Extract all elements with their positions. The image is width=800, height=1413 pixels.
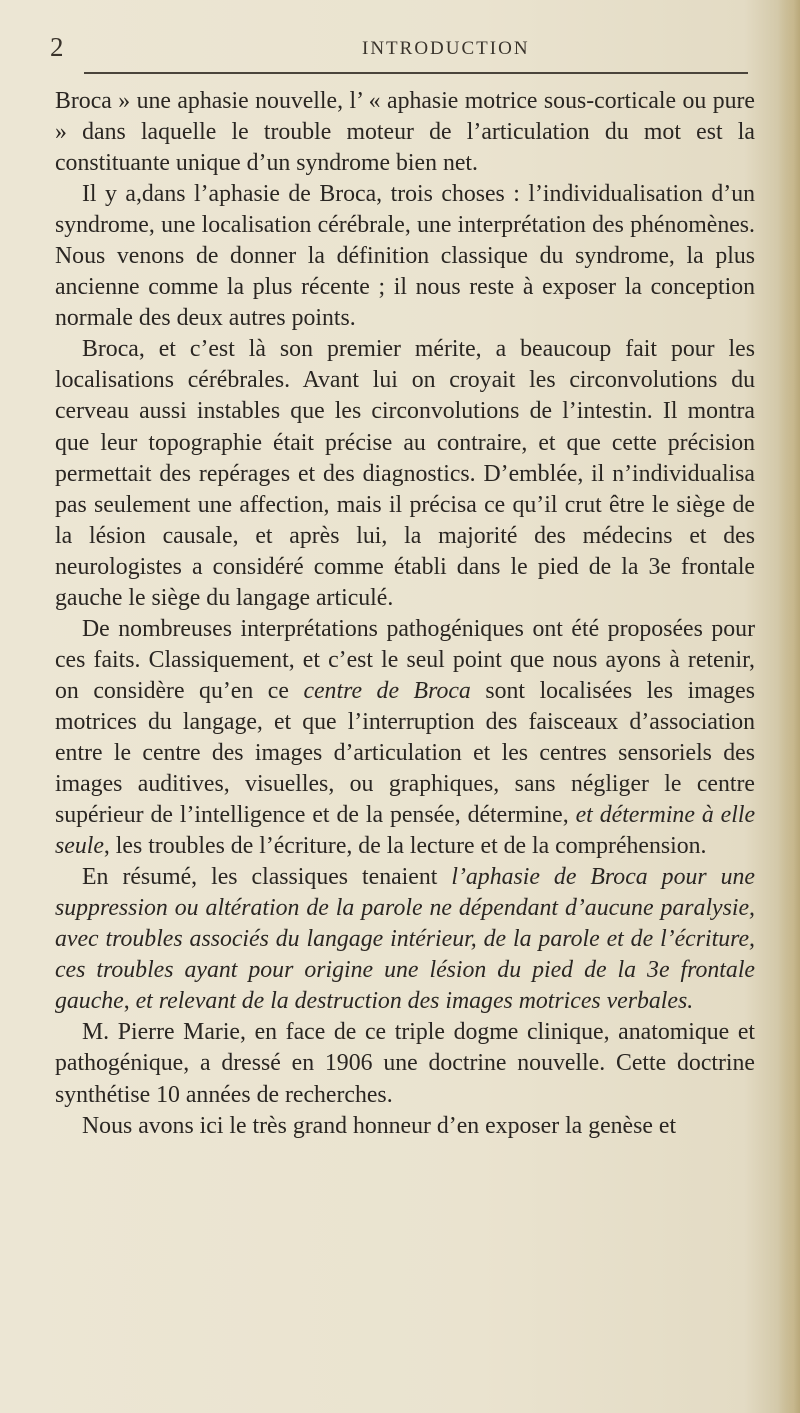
paragraph-2 bbox=[55, 179, 755, 334]
paragraph-4-segment-2: centre de Broca bbox=[303, 677, 471, 704]
paragraph-5-segment-4: et relevant de la destruction des images motrices verbales. bbox=[135, 988, 694, 1015]
paragraph-3-segment-1: Broca, et c’est là son premier mérite, a beaucoup fait pour les localisations cérébrales. Avant lui on croyait les circonvolutions du cerveau aussi instables que les circonvolutions de l’intestin. Il montra que leur topographie était précise au contraire, et que cette précision permettait des repérages et des diagnostics. D’emblée, il n’individualisa pas seulement une affection, mais il précisa ce qu’il crut être le siège de la lésion causale, et après lui, la majorité des médecins et des neurologistes a considéré comme établi dans le pied de la 3e frontale gauche le siège du langage articulé. bbox=[55, 336, 755, 611]
paragraph-5-segment-1: En résumé, les classiques tenaient bbox=[82, 864, 452, 891]
paragraph-4-segment-5: , les troubles de l’écriture, de la lecture et de la compréhension. bbox=[103, 833, 707, 860]
paragraph-6 bbox=[55, 1017, 755, 1110]
page-number: 2 bbox=[50, 32, 64, 62]
paragraph-1-segment-1: Broca » une aphasie nouvelle, l’ « aphasie motrice sous-corticale ou pure » dans laquelle le trouble moteur de l’articulation du mot est la constituante unique d’un syndrome bien net. bbox=[55, 88, 755, 177]
paragraph-6-segment-1: M. Pierre Marie, en face de ce triple dogme clinique, anatomique et pathogénique, a dressé en 1906 une doctrine nouvelle. Cette doctrine synthétise 10 années de recherches. bbox=[55, 1019, 755, 1108]
paragraph-5 bbox=[55, 862, 755, 1017]
paragraph-4-segment-1: De nombreuses interprétations pathogéniques ont été proposées pour ces faits. Classiquement, et c’est le seul point que nous ayons à retenir, on considère qu’en ce bbox=[55, 615, 755, 704]
paragraph-1 bbox=[55, 86, 755, 179]
running-title: INTRODUCTION bbox=[362, 38, 530, 59]
paragraph-2-segment-1: Il y a,dans l’aphasie de Broca, trois choses : l’individualisation d’un syndrome, une localisation cérébrale, une interprétation des phénomènes. Nous venons de donner la définition classique du syndrome, la plus ancienne comme la plus récente ; il nous reste à exposer la conception normale des deux autres points. bbox=[55, 181, 755, 332]
paragraph-7 bbox=[55, 1111, 755, 1142]
paragraph-5-segment-3: , bbox=[123, 988, 136, 1015]
body-text bbox=[55, 86, 755, 1142]
paragraph-7-segment-1: Nous avons ici le très grand honneur d’en exposer la genèse et bbox=[82, 1112, 677, 1139]
paragraph-4-segment-4: et détermine à elle seule bbox=[55, 802, 756, 860]
header-rule bbox=[84, 72, 748, 74]
paragraph-3 bbox=[55, 334, 755, 613]
paragraph-5-segment-2: l’aphasie de Broca pour une suppression ou altération de la parole ne dépendant d’aucune paralysie, avec troubles associés du langage intérieur, de la parole et de l’écriture, ces troubles ayant pour origine une lésion du pied de la 3e frontale gauche bbox=[55, 864, 755, 1015]
page-edge-shadow bbox=[778, 0, 800, 1413]
paragraph-4 bbox=[55, 614, 755, 862]
paragraph-4-segment-3: sont localisées les images motrices du langage, et que l’interruption des faisceaux d’association entre le centre des images d’articulation et les centres sensoriels des images auditives, visuelles, ou graphiques, sans négliger le centre supérieur de l’intelligence et de la pensée, détermine, bbox=[55, 677, 755, 829]
